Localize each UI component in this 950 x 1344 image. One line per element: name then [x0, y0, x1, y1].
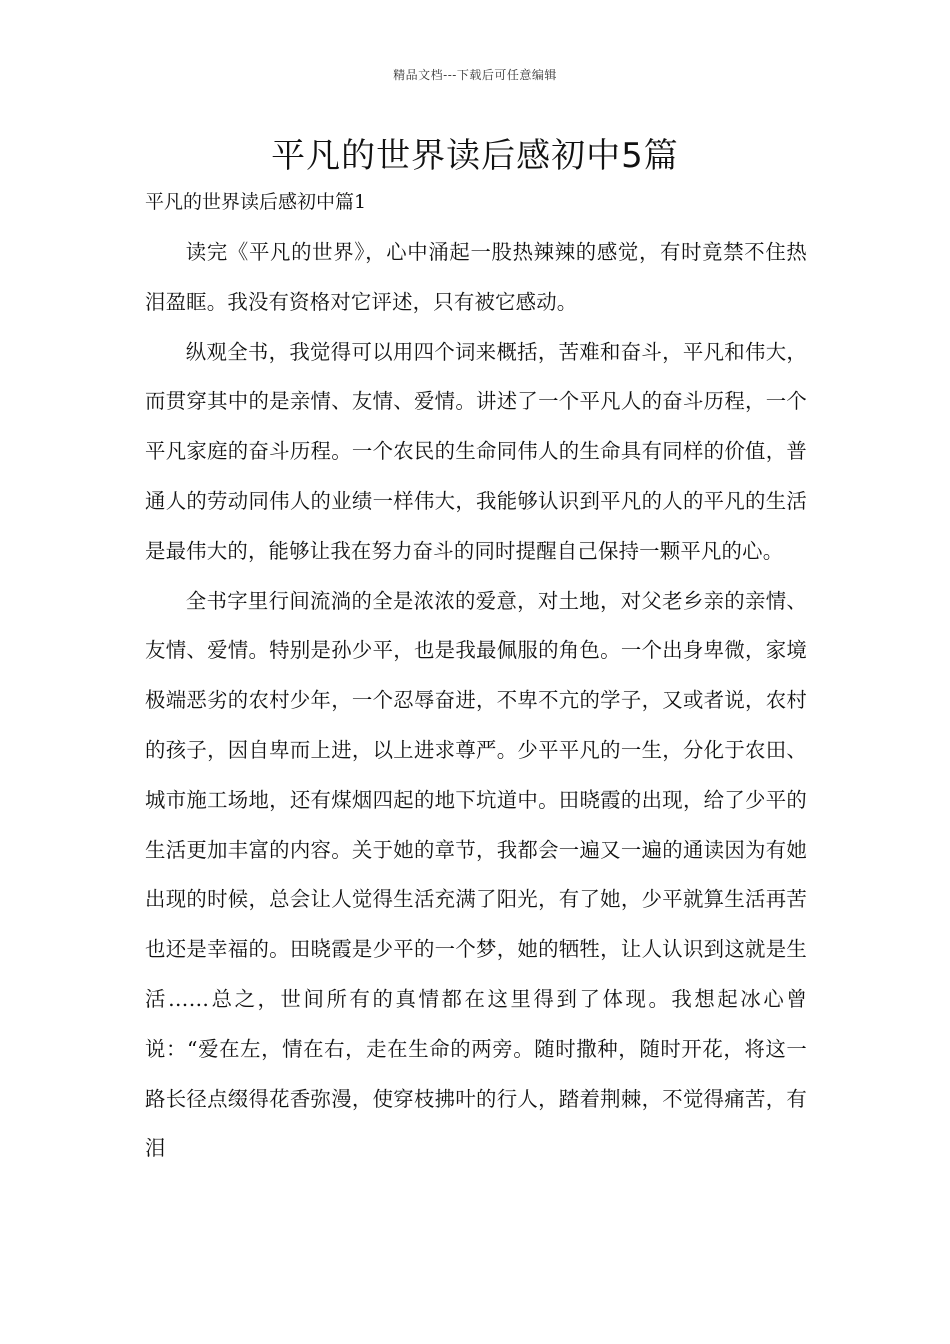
header-note: 精品文档---下载后可任意编辑: [393, 68, 557, 82]
section-heading: 平凡的世界读后感初中篇1: [145, 191, 367, 213]
paragraph: 纵观全书，我觉得可以用四个词来概括，苦难和奋斗，平凡和伟大，而贯穿其中的是亲情、友情、爱情。讲述了一个平凡人的奋斗历程，一个平凡家庭的奋斗历程。一个农民的生命同伟人的生命具有同样的价值，普通人的劳动同伟人的业绩一样伟大，我能够认识到平凡的人的平凡的生活是最伟大的，能够让我在努力奋斗的同时提醒自己保持一颗平凡的心。: [145, 339, 807, 563]
paragraph: 全书字里行间流淌的全是浓浓的爱意，对土地，对父老乡亲的亲情、友情、爱情。特别是孙少平，也是我最佩服的角色。一个出身卑微，家境极端恶劣的农村少年，一个忍辱奋进，不卑不亢的学子，又或者说，农村的孩子，因自卑而上进，以上进求尊严。少平平凡的一生，分化于农田、城市施工场地，还有煤烟四起的地下坑道中。田晓霞的出现，给了少平的生活更加丰富的内容。关于她的章节，我都会一遍又一遍的通读因为有她出现的时候，总会让人觉得生活充满了阳光，有了她，少平就算生活再苦也还是幸福的。田晓霞是少平的一个梦，她的牺牲，让人认识到这就是生活……总之，世间所有的真情都在这里得到了体现。我想起冰心曾说：“爱在左，情在右，走在生命的两旁。随时撒种，随时开花，将这一路长径点缀得花香弥漫，使穿枝拂叶的行人，踏着荆棘，不觉得痛苦，有泪: [145, 588, 807, 1161]
paragraph: 读完《平凡的世界》，心中涌起一股热辣辣的感觉，有时竟禁不住热泪盈眶。我没有资格对它评述，只有被它感动。: [145, 240, 807, 314]
document-body: [145, 228, 807, 1174]
document-title: 平凡的世界读后感初中5篇: [271, 136, 679, 176]
